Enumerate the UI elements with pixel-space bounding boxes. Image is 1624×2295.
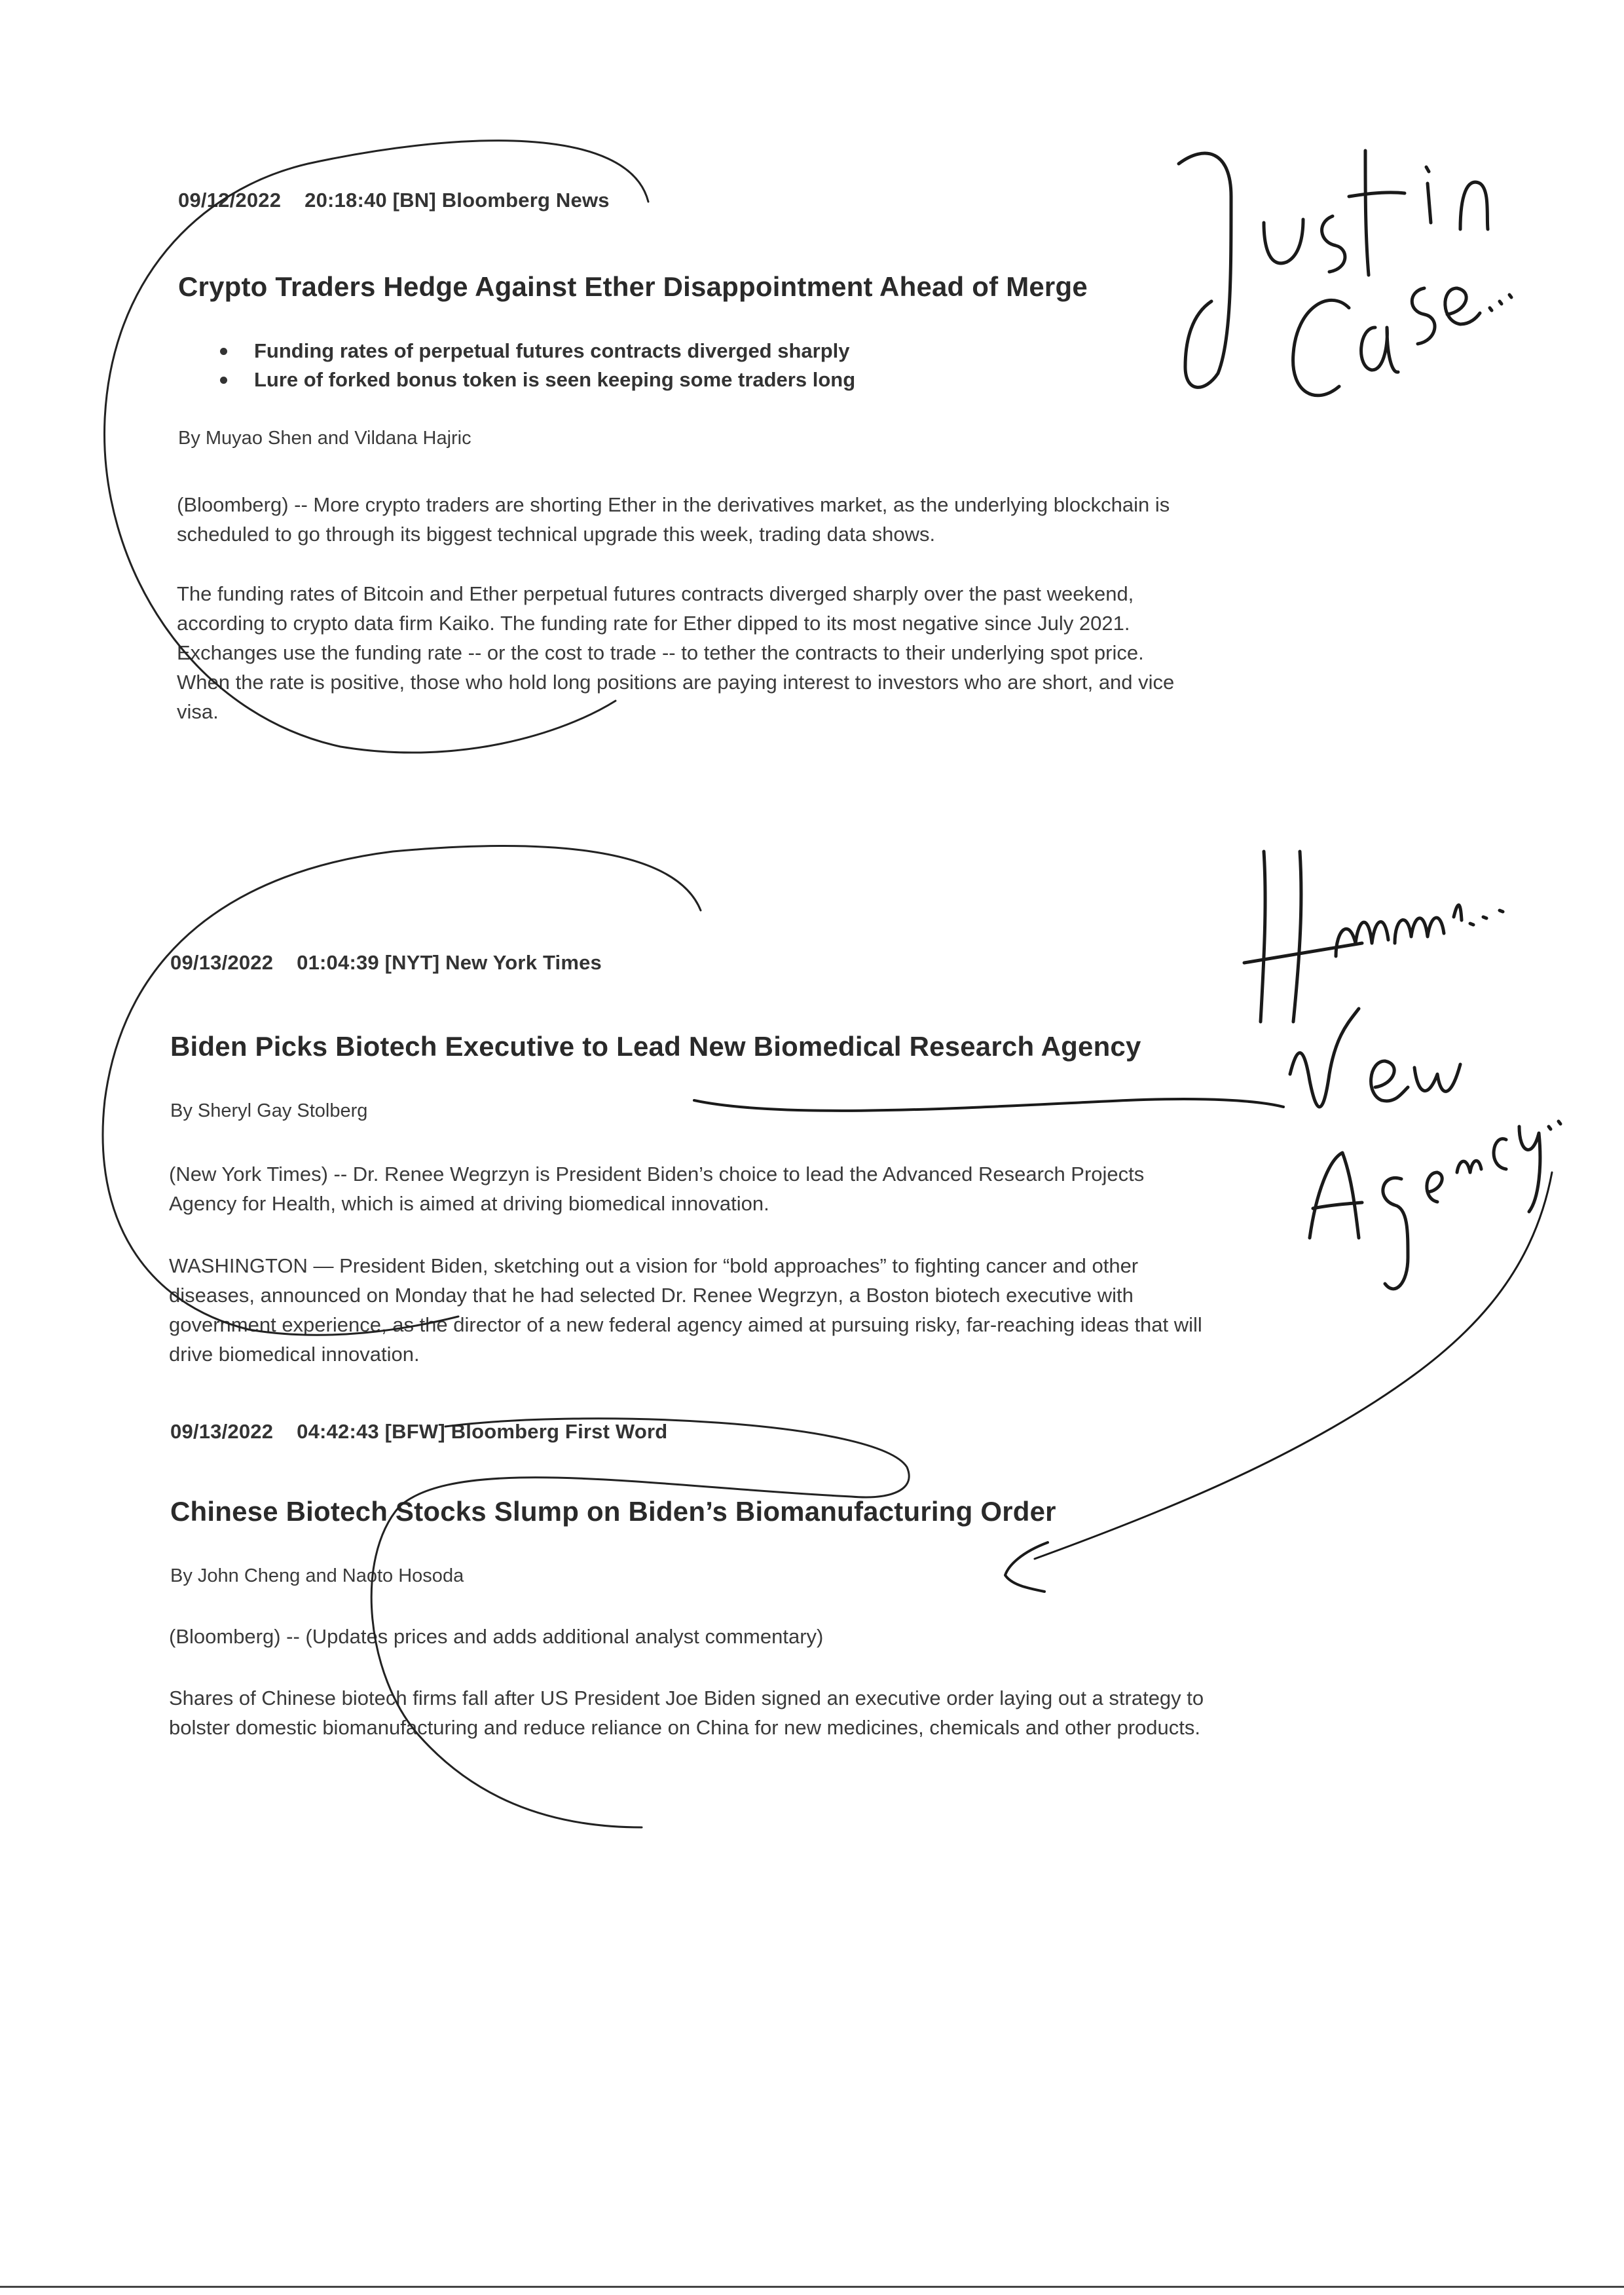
paragraph-line: scheduled to go through its biggest technical upgrade this week, trading data shows. (177, 523, 936, 546)
paragraph-line: visa. (177, 700, 219, 723)
paragraph-line: When the rate is positive, those who hold long positions are paying interest to investors who are short, and vice (177, 671, 1175, 694)
paragraph-line: government experience, as the director of a new federal agency aimed at pursuing risky, far-reaching ideas that will (169, 1313, 1202, 1336)
article-date: 09/13/2022 (170, 951, 274, 974)
article-date: 09/12/2022 (178, 189, 282, 212)
article-headline: Crypto Traders Hedge Against Ether Disappointment Ahead of Merge (178, 271, 1088, 302)
paragraph-line: (Bloomberg) -- (Updates prices and adds additional analyst commentary) (169, 1625, 824, 1648)
paragraph-line: The funding rates of Bitcoin and Ether perpetual futures contracts diverged sharply over the past weekend, (177, 582, 1134, 605)
paragraph-line: bolster domestic biomanufacturing and reduce reliance on China for new medicines, chemicals and other products. (169, 1716, 1200, 1739)
ink-circle-article-3 (371, 1419, 909, 1827)
handwritten-note-just-in-case (1179, 151, 1511, 396)
ink-circle-article-2 (103, 846, 701, 1335)
article-time-source: 20:18:40 [BN] Bloomberg News (304, 189, 610, 212)
page-bottom-rule (0, 2286, 1624, 2288)
paragraph-line: Shares of Chinese biotech firms fall after US President Joe Biden signed an executive order laying out a strategy to (169, 1687, 1204, 1709)
bullet-item: Lure of forked bonus token is seen keeping some traders long (215, 365, 855, 394)
ink-circle-article-1 (104, 141, 648, 753)
handwritten-note-hmmm-new-agency (1244, 851, 1560, 1289)
article-date: 09/13/2022 (170, 1420, 274, 1443)
ink-arrow (1035, 1172, 1552, 1559)
paragraph-line: Exchanges use the funding rate -- or the cost to trade -- to tether the contracts to their underlying spot price. (177, 641, 1144, 664)
paragraph-line: according to crypto data firm Kaiko. The funding rate for Ether dipped to its most negative since July 2021. (177, 612, 1130, 635)
article-headline: Biden Picks Biotech Executive to Lead New Biomedical Research Agency (170, 1031, 1141, 1062)
paragraph-line: (New York Times) -- Dr. Renee Wegrzyn is President Biden’s choice to lead the Advanced Research Projects (169, 1163, 1145, 1185)
article-byline: By Muyao Shen and Vildana Hajric (178, 428, 471, 449)
paragraph-line: WASHINGTON — President Biden, sketching out a vision for “bold approaches” to fighting cancer and other (169, 1254, 1139, 1277)
ink-arrowhead (1005, 1542, 1048, 1592)
bullet-item: Funding rates of perpetual futures contracts diverged sharply (215, 337, 855, 365)
article-byline: By Sheryl Gay Stolberg (170, 1100, 368, 1121)
paragraph-line: diseases, announced on Monday that he had selected Dr. Renee Wegrzyn, a Boston biotech executive with (169, 1284, 1134, 1307)
ink-underline (694, 1099, 1283, 1111)
article-headline: Chinese Biotech Stocks Slump on Biden’s Biomanufacturing Order (170, 1496, 1056, 1527)
paragraph-line: drive biomedical innovation. (169, 1343, 420, 1366)
article-time-source: 04:42:43 [BFW] Bloomberg First Word (297, 1420, 668, 1443)
article-time-source: 01:04:39 [NYT] New York Times (297, 951, 602, 974)
paragraph-line: (Bloomberg) -- More crypto traders are shorting Ether in the derivatives market, as the underlying blockchain is (177, 493, 1170, 516)
article-byline: By John Cheng and Naoto Hosoda (170, 1565, 464, 1586)
paragraph-line: Agency for Health, which is aimed at driving biomedical innovation. (169, 1192, 769, 1215)
